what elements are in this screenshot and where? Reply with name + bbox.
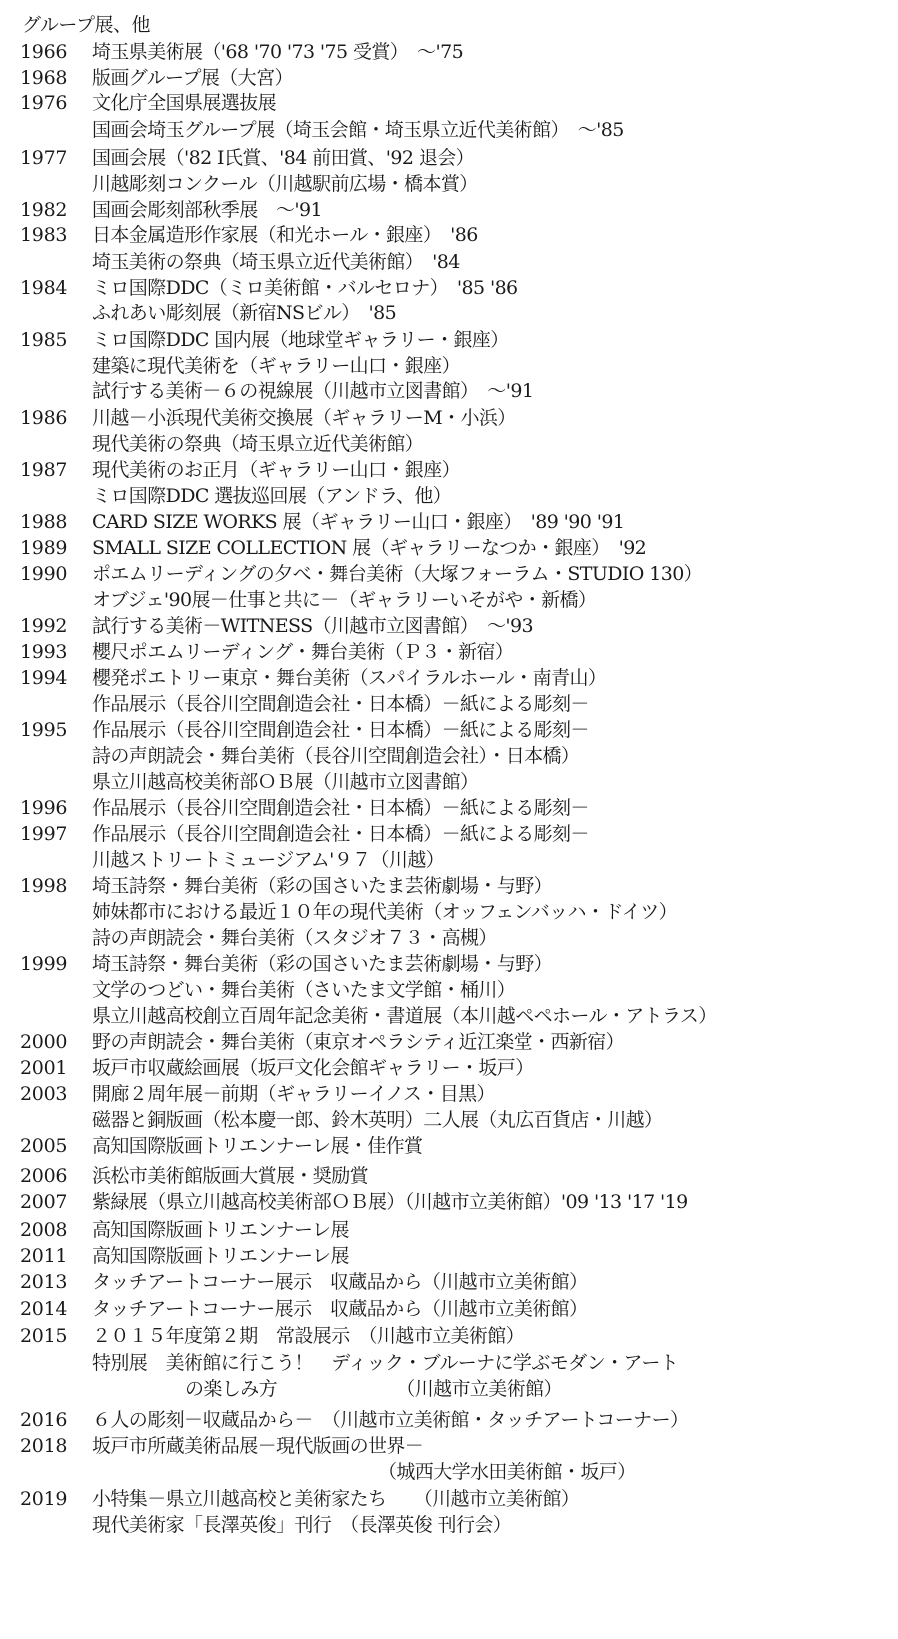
entry-year: 2000	[20, 1031, 68, 1053]
entry-text: ミロ国際DDC 選抜巡回展（アンドラ、他）	[92, 485, 452, 507]
exhibition-entry	[0, 562, 898, 586]
entry-text: 川越彫刻コンクール（川越駅前広場・橋本賞）	[92, 173, 478, 195]
entry-text: 国画会埼玉グループ展（埼玉会館・埼玉県立近代美術館） ～'85	[92, 119, 624, 141]
entry-year: 1976	[20, 92, 68, 114]
entry-text: 作品展示（長谷川空間創造会社・日本橋）－紙による彫刻－	[92, 719, 589, 741]
entry-text: 紫緑展（県立川越高校美術部ＯＢ展）（川越市立美術館）'09 '13 '17 '19	[92, 1191, 688, 1213]
entry-text: 坂戸市収蔵絵画展（坂戸文化会館ギャラリー・坂戸）	[92, 1057, 534, 1079]
exhibition-entry	[0, 978, 898, 1002]
entry-year: 1988	[20, 511, 68, 533]
entry-text: SMALL SIZE COLLECTION 展（ギャラリーなつか・銀座） '92	[92, 537, 647, 559]
entry-text: ６人の彫刻－収蔵品から－ （川越市立美術館・タッチアートコーナー）	[92, 1409, 689, 1431]
entry-text: ２０１５年度第２期 常設展示 （川越市立美術館）	[92, 1325, 525, 1347]
entry-year: 2007	[20, 1191, 68, 1213]
exhibition-entry	[0, 1434, 898, 1458]
entry-year: 1982	[20, 199, 68, 221]
entry-text: 浜松市美術館版画大賞展・奨励賞	[92, 1165, 369, 1187]
exhibition-entry	[0, 301, 898, 325]
exhibition-entry	[0, 640, 898, 664]
exhibition-entry	[0, 1164, 898, 1188]
entry-text: 県立川越高校美術部ＯＢ展（川越市立図書館）	[92, 771, 479, 793]
entry-year: 2006	[20, 1165, 68, 1187]
exhibition-entry	[0, 588, 898, 612]
exhibition-entry	[0, 66, 898, 90]
entry-text: 開廊２周年展－前期（ギャラリーイノス・目黒）	[92, 1083, 495, 1105]
exhibition-entry	[0, 822, 898, 846]
exhibition-entry	[0, 250, 898, 274]
exhibition-entry	[0, 458, 898, 482]
exhibition-entry	[0, 744, 898, 768]
entry-text: 県立川越高校創立百周年記念美術・書道展（本川越ペペホール・アトラス）	[92, 1005, 717, 1027]
entry-text: 現代美術のお正月（ギャラリー山口・銀座）	[92, 459, 461, 481]
exhibition-entry	[0, 1487, 898, 1511]
entry-year: 1999	[20, 953, 68, 975]
exhibition-entry	[0, 276, 898, 300]
exhibition-entry	[0, 1082, 898, 1106]
entry-text: 作品展示（長谷川空間創造会社・日本橋）－紙による彫刻－	[92, 797, 589, 819]
entry-year: 1985	[20, 329, 68, 351]
entry-text: 試行する美術－６の視線展（川越市立図書館） ～'91	[92, 380, 534, 402]
exhibition-entry	[0, 900, 898, 924]
exhibition-entry	[0, 874, 898, 898]
entry-text: オブジェ'90展－仕事と共に－（ギャラリーいそがや・新橋）	[92, 589, 597, 611]
exhibition-entry	[0, 536, 898, 560]
entry-text: 版画グループ展（大宮）	[92, 67, 293, 89]
entry-text: 詩の声朗読会・舞台美術（スタジオ７３・高槻）	[92, 927, 497, 949]
entry-year: 2003	[20, 1083, 68, 1105]
entry-year: 2014	[20, 1298, 68, 1320]
exhibition-entry	[0, 1377, 898, 1401]
entry-year: 1994	[20, 667, 68, 689]
entry-text: 川越ストリートミュージアム'９７（川越）	[92, 849, 445, 871]
entry-year: 2013	[20, 1271, 68, 1293]
entry-text: 現代美術の祭典（埼玉県立近代美術館）	[92, 433, 424, 455]
entry-year: 1997	[20, 823, 68, 845]
entry-year: 1968	[20, 67, 68, 89]
exhibition-entry	[0, 484, 898, 508]
entry-year: 2001	[20, 1057, 68, 1079]
entry-year: 1996	[20, 797, 68, 819]
entry-year: 2018	[20, 1435, 68, 1457]
exhibition-entry	[0, 510, 898, 534]
entry-text: 磁器と銅版画（松本慶一郎、鈴木英明）二人展（丸広百貨店・川越）	[92, 1109, 663, 1131]
exhibition-entry	[0, 1056, 898, 1080]
entry-text: 特別展 美術館に行こう！ ディック・ブルーナに学ぶモダン・アート	[92, 1352, 679, 1374]
entry-text: 作品展示（長谷川空間創造会社・日本橋）－紙による彫刻－	[92, 823, 589, 845]
entry-text: 川越－小浜現代美術交換展（ギャラリーM・小浜）	[92, 407, 516, 429]
exhibition-entry	[0, 848, 898, 872]
exhibition-entry	[0, 432, 898, 456]
entry-text: （城西大学水田美術館・坂戸）	[378, 1461, 636, 1483]
section-heading: グループ展、他	[22, 14, 150, 36]
entry-year: 1966	[20, 41, 68, 63]
exhibition-entry	[0, 926, 898, 950]
entry-year: 1977	[20, 147, 68, 169]
exhibition-entry	[0, 666, 898, 690]
exhibition-entry	[0, 172, 898, 196]
entry-year: 1992	[20, 615, 68, 637]
exhibition-entry	[0, 1270, 898, 1294]
exhibition-entry	[0, 1324, 898, 1348]
exhibition-entry	[0, 379, 898, 403]
exhibition-entry	[0, 1004, 898, 1028]
entry-text: 櫻発ポエトリー東京・舞台美術（スパイラルホール・南青山）	[92, 667, 607, 689]
entry-text: 埼玉県美術展（'68 '70 '73 '75 受賞） ～'75	[92, 41, 464, 63]
entry-year: 1987	[20, 459, 68, 481]
entry-text: 櫻尺ポエムリーディング・舞台美術（Ｐ３・新宿）	[92, 641, 514, 663]
entry-year: 1990	[20, 563, 68, 585]
entry-year: 1993	[20, 641, 68, 663]
entry-year: 1989	[20, 537, 68, 559]
entry-text: ポエムリーディングの夕べ・舞台美術（大塚フォーラム・STUDIO 130）	[92, 563, 703, 585]
exhibition-entry	[0, 40, 898, 64]
entry-text: 埼玉詩祭・舞台美術（彩の国さいたま芸術劇場・与野）	[92, 875, 553, 897]
entry-text: タッチアートコーナー展示 収蔵品から（川越市立美術館）	[92, 1298, 588, 1320]
entry-text: 詩の声朗読会・舞台美術（長谷川空間創造会社）・日本橋）	[92, 745, 580, 767]
exhibition-entry	[0, 1244, 898, 1268]
exhibition-entry	[0, 1030, 898, 1054]
entry-text: 姉妹都市における最近１０年の現代美術（オッフェンバッハ・ドイツ）	[92, 901, 678, 923]
entry-text: 国画会彫刻部秋季展 ～'91	[92, 199, 323, 221]
entry-text: 坂戸市所蔵美術品展－現代版画の世界－	[92, 1435, 424, 1457]
entry-text: ふれあい彫刻展（新宿NSビル） '85	[92, 302, 397, 324]
exhibition-entry	[0, 1408, 898, 1432]
entry-text: 日本金属造形作家展（和光ホール・銀座） '86	[92, 224, 478, 246]
entry-year: 2016	[20, 1409, 68, 1431]
exhibition-entry	[0, 718, 898, 742]
entry-text: ミロ国際DDC 国内展（地球堂ギャラリー・銀座）	[92, 329, 509, 351]
exhibition-entry	[0, 118, 898, 142]
entry-year: 2019	[20, 1488, 68, 1510]
entry-text: 高知国際版画トリエンナーレ展・佳作賞	[92, 1135, 423, 1157]
exhibition-entry	[0, 1190, 898, 1214]
exhibition-entry	[0, 354, 898, 378]
exhibition-entry	[0, 223, 898, 247]
exhibition-entry	[0, 1460, 898, 1484]
entry-text: 現代美術家「長澤英俊」刊行 （長澤英俊 刊行会）	[92, 1514, 512, 1536]
exhibition-entry	[0, 406, 898, 430]
exhibition-entry	[0, 952, 898, 976]
exhibition-entry	[0, 91, 898, 115]
exhibition-entry	[0, 1108, 898, 1132]
exhibition-entry	[0, 614, 898, 638]
exhibition-entry	[0, 1297, 898, 1321]
entry-text: の楽しみ方 （川越市立美術館）	[185, 1378, 562, 1400]
entry-year: 2015	[20, 1325, 68, 1347]
entry-text: 野の声朗読会・舞台美術（東京オペラシティ近江楽堂・西新宿）	[92, 1031, 625, 1053]
entry-text: 文学のつどい・舞台美術（さいたま文学館・桶川）	[92, 979, 516, 1001]
exhibition-entry	[0, 1218, 898, 1242]
exhibition-entry	[0, 198, 898, 222]
entry-text: ミロ国際DDC（ミロ美術館・バルセロナ） '85 '86	[92, 277, 518, 299]
exhibition-entry	[0, 796, 898, 820]
exhibition-entry	[0, 1351, 898, 1375]
entry-text: 試行する美術－WITNESS（川越市立図書館） ～'93	[92, 615, 534, 637]
entry-text: CARD SIZE WORKS 展（ギャラリー山口・銀座） '89 '90 '91	[92, 511, 625, 533]
entry-text: 高知国際版画トリエンナーレ展	[92, 1245, 349, 1267]
exhibition-entry	[0, 328, 898, 352]
entry-text: タッチアートコーナー展示 収蔵品から（川越市立美術館）	[92, 1271, 588, 1293]
entry-year: 1998	[20, 875, 68, 897]
exhibition-entry	[0, 146, 898, 170]
exhibition-entry	[0, 1134, 898, 1158]
entry-text: 小特集－県立川越高校と美術家たち （川越市立美術館）	[92, 1488, 580, 1510]
entry-year: 2005	[20, 1135, 68, 1157]
entry-year: 2008	[20, 1219, 68, 1241]
exhibition-entry	[0, 692, 898, 716]
entry-text: 国画会展（'82 Ⅰ氏賞、'84 前田賞、'92 退会）	[92, 147, 475, 169]
exhibition-entry	[0, 770, 898, 794]
entry-year: 1984	[20, 277, 68, 299]
entry-year: 2011	[20, 1245, 68, 1267]
entry-year: 1986	[20, 407, 68, 429]
entry-year: 1983	[20, 224, 68, 246]
entry-year: 1995	[20, 719, 68, 741]
exhibition-entry	[0, 1513, 898, 1537]
entry-text: 高知国際版画トリエンナーレ展	[92, 1219, 349, 1241]
entry-text: 文化庁全国県展選抜展	[92, 92, 277, 114]
entry-text: 埼玉美術の祭典（埼玉県立近代美術館） '84	[92, 251, 460, 273]
entry-text: 埼玉詩祭・舞台美術（彩の国さいたま芸術劇場・与野）	[92, 953, 553, 975]
entry-text: 作品展示（長谷川空間創造会社・日本橋）－紙による彫刻－	[92, 693, 589, 715]
entry-text: 建築に現代美術を（ギャラリー山口・銀座）	[92, 355, 461, 377]
